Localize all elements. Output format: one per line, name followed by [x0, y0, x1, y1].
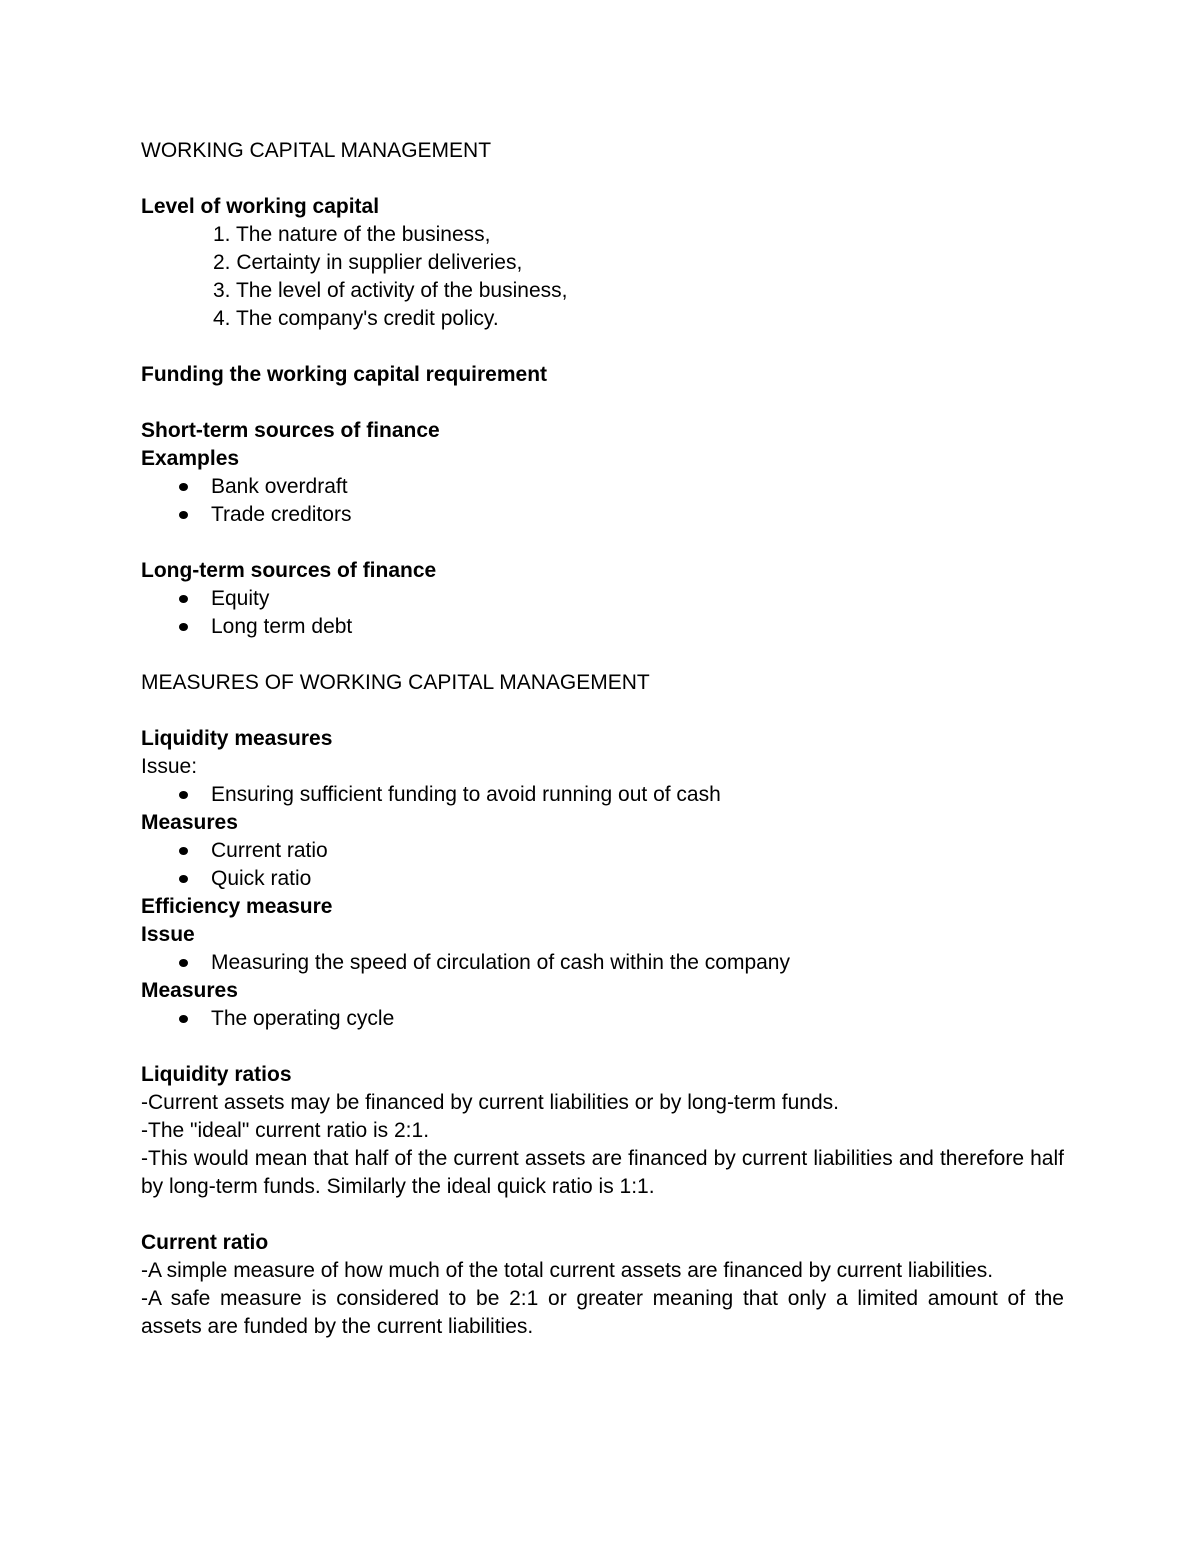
efficiency-measures-list	[141, 1005, 1064, 1033]
bullet-icon	[179, 959, 188, 967]
bullet-icon	[179, 483, 188, 491]
efficiency-issue-list	[141, 949, 1064, 977]
spacer	[141, 389, 1064, 417]
long-term-heading: Long-term sources of finance	[141, 559, 437, 582]
current-ratio-heading: Current ratio	[141, 1231, 269, 1254]
document-title: WORKING CAPITAL MANAGEMENT	[141, 139, 492, 162]
document-page	[141, 137, 1064, 1341]
list-item: Trade creditors	[141, 501, 1064, 529]
bullet-icon	[179, 511, 188, 519]
level-list	[141, 221, 1064, 333]
list-item: 3. The level of activity of the business,	[213, 279, 568, 302]
list-item: Bank overdraft	[141, 473, 1064, 501]
spacer	[141, 697, 1064, 725]
list-item: Long term debt	[141, 613, 1064, 641]
bullet-icon	[179, 595, 188, 603]
list-item: Ensuring sufficient funding to avoid running out of cash	[141, 781, 1064, 809]
list-item: 1. The nature of the business,	[213, 223, 491, 246]
level-heading: Level of working capital	[141, 195, 380, 218]
spacer	[141, 1201, 1064, 1229]
short-term-heading: Short-term sources of finance	[141, 419, 440, 442]
list-item: Measuring the speed of circulation of cash within the company	[141, 949, 1064, 977]
list-item: The operating cycle	[141, 1005, 1064, 1033]
issue-label: Issue:	[141, 755, 198, 778]
spacer	[141, 641, 1064, 669]
spacer	[141, 333, 1064, 361]
short-term-list	[141, 473, 1064, 529]
spacer	[141, 529, 1064, 557]
bullet-icon	[179, 1015, 188, 1023]
examples-subheading: Examples	[141, 447, 240, 470]
issue-label: Issue	[141, 923, 195, 946]
measures-label: Measures	[141, 811, 238, 834]
list-item: Current ratio	[141, 837, 1064, 865]
list-item: 4. The company's credit policy.	[213, 307, 499, 330]
spacer	[141, 1033, 1064, 1061]
bullet-icon	[179, 847, 188, 855]
liquidity-issue-list	[141, 781, 1064, 809]
liquidity-measures-list	[141, 837, 1064, 893]
list-item: 2. Certainty in supplier deliveries,	[213, 251, 523, 274]
paragraph: -A simple measure of how much of the total current assets are financed by current liabilities.	[141, 1259, 994, 1282]
bullet-icon	[179, 875, 188, 883]
paragraph: -The "ideal" current ratio is 2:1.	[141, 1119, 430, 1142]
spacer	[141, 165, 1064, 193]
measures-title: MEASURES OF WORKING CAPITAL MANAGEMENT	[141, 671, 650, 694]
list-item: Equity	[141, 585, 1064, 613]
measures-label: Measures	[141, 979, 238, 1002]
paragraph: -This would mean that half of the current assets are financed by current liabilities and therefore half by long-term funds. Similarly the ideal quick ratio is 1:1.	[141, 1147, 1064, 1198]
paragraph: -Current assets may be financed by current liabilities or by long-term funds.	[141, 1091, 839, 1114]
paragraph: -A safe measure is considered to be 2:1 or greater meaning that only a limited amount of the assets are funded by the current liabilities.	[141, 1287, 1064, 1338]
efficiency-measure-heading: Efficiency measure	[141, 895, 333, 918]
bullet-icon	[179, 791, 188, 799]
liquidity-measures-heading: Liquidity measures	[141, 727, 333, 750]
liquidity-ratios-heading: Liquidity ratios	[141, 1063, 292, 1086]
funding-heading: Funding the working capital requirement	[141, 363, 548, 386]
bullet-icon	[179, 623, 188, 631]
long-term-list	[141, 585, 1064, 641]
list-item: Quick ratio	[141, 865, 1064, 893]
